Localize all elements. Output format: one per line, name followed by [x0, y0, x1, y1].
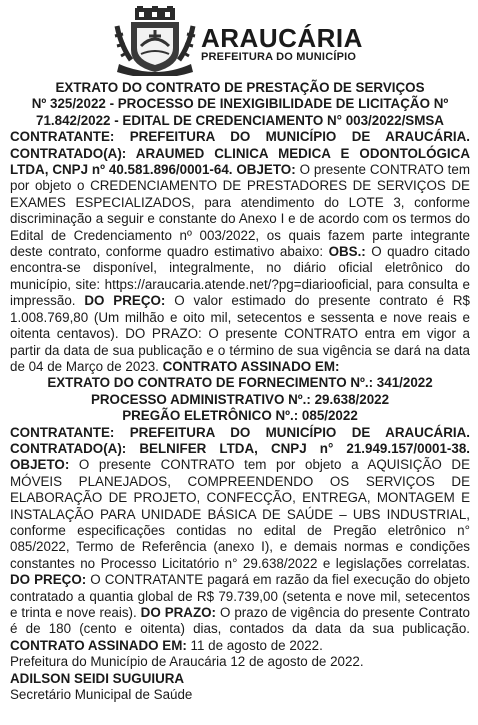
- extrato2-title-line-1: EXTRATO DO CONTRATO DE FORNECIMENTO Nº.: 341/2022: [47, 375, 433, 391]
- extrato2-assinado-date: 11 de agosto de 2022.: [190, 637, 323, 653]
- extrato1-title-line-3: 71.842/2022 - EDITAL DE CREDENCIAMENTO N° 003/2022/SMSA: [36, 112, 444, 128]
- document-body: [10, 80, 470, 703]
- extrato1-objeto-label: OBJETO:: [236, 162, 296, 178]
- extrato1-obs-label: OBS.:: [328, 244, 366, 260]
- extrato1-preco-text: O valor estimado do presente contrato é R$ 1.008.769,80 (Um milhão e oito mil, setecentos e sessenta e nove reais e oitenta centavos).: [10, 293, 470, 342]
- extrato2-objeto-text: O presente CONTRATO tem por objeto a AQUISIÇÃO DE MÓVEIS PLANEJADOS, COMPREENDENDO OS SERVIÇOS DE ELABORAÇÃO DE PROJETO, CONFECÇÃO, ENTREGA, MONTAGEM E INSTALAÇÃO PARA UNIDADE BÁSICA DE SAÚDE – UBS INDUSTRIAL, conforme especificações contidas no edital de Pregão eletrônico n° 085/2022, Termo de Referência (anexo I), e demais normas e condições constantes no Processo Licitatório n° 29.638/2022 e legislações correlatas.: [10, 457, 470, 571]
- extrato1-objeto-text: O presente CONTRATO tem por objeto o CREDENCIAMENTO DE PRESTADORES DE SERVIÇOS DE EXAMES ESPECIALIZADOS, para atendimento do LOTE 3, conforme discriminação a seguir e constante do Anexo I e de acordo com os termos do Edital de Credenciamento nº 003/2022, os quais fazem parte integrante deste contrato, conforme quadro estimativo abaixo:: [10, 162, 470, 260]
- signer-name: ADILSON SEIDI SUGUIURA: [10, 670, 185, 686]
- extrato2-body: [10, 425, 470, 655]
- extrato1-preco-label: DO PREÇO:: [84, 293, 166, 309]
- extrato2-objeto-label: OBJETO:: [10, 457, 70, 473]
- extrato1-prazo-label: DO PRAZO:: [125, 326, 202, 342]
- extrato2-prazo-text: O prazo de vigência do presente Contrato é de 180 (cento e oitenta) dias, contados da data da sua publicação.: [10, 605, 470, 637]
- extrato1-title-line-2: Nº 325/2022 - PROCESSO DE INEXIGIBILIDADE DE LICITAÇÃO Nº: [31, 96, 449, 112]
- extrato2-preco-label: DO PREÇO:: [10, 572, 87, 588]
- extrato2-title-line-2: PROCESSO ADMINISTRATIVO Nº.: 29.638/2022: [90, 391, 390, 407]
- header: [0, 0, 478, 78]
- extrato2-title-line-3: PREGÃO ELETRÔNICO Nº.: 085/2022: [122, 408, 358, 424]
- extrato2-prazo-label: DO PRAZO:: [140, 605, 217, 620]
- extrato1-title-line-1: EXTRATO DO CONTRATO DE PRESTAÇÃO DE SERVIÇOS: [55, 80, 425, 95]
- extrato1-contratado: CONTRATADO(A): ARAUMED CLINICA MEDICA E ODONTOLÓGICA LTDA, CNPJ nº 40.581.896/0001-64.: [10, 145, 470, 178]
- signer-role: Secretário Municipal de Saúde: [10, 687, 193, 703]
- extrato1-contratante: CONTRATANTE: PREFEITURA DO MUNICÍPIO DE ARAUCÁRIA.: [10, 129, 470, 145]
- extrato1-body: [10, 129, 470, 375]
- extrato2-preco-text: O CONTRATANTE pagará em razão da fiel execução do objeto contratado a quantia global de R$ 79.739,00 (setenta e nove mil, setecentos e trinta e nove reais).: [10, 572, 470, 620]
- place-date: Prefeitura do Município de Araucária 12 de agosto de 2022.: [10, 654, 364, 670]
- brand-name: ARAUCÁRIA: [201, 23, 363, 53]
- extrato2-contratado: CONTRATADO(A): BELNIFER LTDA, CNPJ n° 21.949.157/0001-38.: [10, 440, 470, 456]
- extrato2-contratante: CONTRATANTE: PREFEITURA DO MUNICÍPIO DE ARAUCÁRIA.: [10, 424, 470, 440]
- extrato1-assinado: CONTRATO ASSINADO EM:: [162, 358, 340, 374]
- municipal-coat-of-arms-icon: [113, 6, 197, 76]
- brand-subtitle: PREFEITURA DO MUNICÍPIO: [201, 51, 357, 63]
- extrato1-prazo-text: O presente CONTRATO entra em vigor a partir da data de sua publicação e o término de sua vigência se dará na data de 04 de Março de 2023.: [10, 326, 470, 374]
- extrato2-assinado-label: CONTRATO ASSINADO EM:: [10, 637, 187, 653]
- extrato1-obs-text: O quadro citado encontra-se disponível, integralmente, no diário oficial eletrônico do município, site: https://araucaria.atende.net/?pg=diariooficial, para consulta e impressão.: [10, 244, 470, 309]
- brand-block: [201, 25, 363, 63]
